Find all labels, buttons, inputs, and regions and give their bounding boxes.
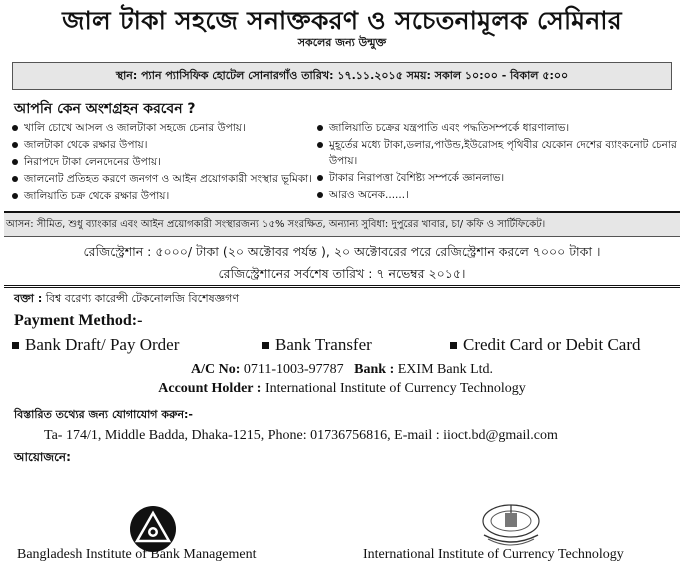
list-item: জালনোট প্রতিহত করণে জনগণ ও আইন প্রয়োগকারী সংস্থার ভূমিকা। [12,171,317,187]
bullet-icon [317,175,323,181]
bullet-icon [12,193,18,199]
speaker-label: বক্তা : [14,292,43,305]
bibm-logo-icon [129,505,177,553]
square-bullet-icon [12,342,19,349]
iict-seal-icon [478,499,544,547]
contact-address: Ta- 174/1, Middle Badda, Dhaka-1215, Phone: 01736756816, E-mail : iioct.bd@gmail.com [44,428,558,443]
registration-fee: রেজিস্ট্রেশান : ৫০০০/ টাকা (২০ অক্টোবর পর্যন্ত ), ২০ অক্টোবরের পরে রেজিস্ট্রেশান করলে ৭০০০ টাকা । [83,244,601,259]
list-item: খালি চোখে আসল ও জালটাকা সহজে চেনার উপায়। [12,120,317,136]
list-item: আরও অনেক......। [317,187,677,203]
reasons-right-column [317,120,677,205]
list-item: মুহূর্তের মধ্যে টাকা,ডলার,পাউন্ড,ইউরোসহ পৃথিবীর যেকোন দেশের ব্যাংকনোট চেনার উপায়। [317,137,677,169]
reasons-left-column [12,120,317,205]
organizer-iict: International Institute of Currency Technology [363,547,624,562]
payment-method-title: Payment Method:- [14,312,143,329]
list-item: টাকার নিরাপত্তা বৈশিষ্ট্য সম্পর্কে জ্ঞানলাভ। [317,170,677,186]
bullet-icon [317,142,323,148]
list-item: নিরাপদে টাকা লেনদেনের উপায়। [12,154,317,170]
payment-method-item: Bank Transfer [262,335,450,355]
organizers-title: আয়োজনে: [14,450,71,464]
venue-date-time-box: স্থান: প্যান প্যাসিফিক হোটেল সোনারগাঁও তারিখ: ১৭.১১.২০১৫ সময়: সকাল ১০:০০ - বিকাল ৫:০০ [12,62,672,90]
speaker-line [4,291,680,307]
bullet-icon [317,192,323,198]
bullet-icon [12,125,18,131]
page-subtitle: সকলের জন্য উন্মুক্ত [297,36,387,49]
speaker-text: বিশ্ব বরেণ্য কারেন্সী টেকনোলজি বিশেষজ্ঞগণ [45,292,240,305]
account-holder-line: Account Holder : International Institute of Currency Technology [158,381,526,396]
bullet-icon [12,142,18,148]
why-heading: আপনি কেন অংশগ্রহন করবেন ? [14,101,196,117]
account-number-line: A/C No: 0711-1003-97787 Bank : EXIM Bank Ltd. [190,362,494,377]
list-item: জালিয়াতি চক্রের যন্ত্রপাতি এবং পদ্ধতিসম্পর্কে ধারণালাভ। [317,120,677,136]
square-bullet-icon [262,342,269,349]
registration-deadline: রেজিস্ট্রেশানের সর্বশেষ তারিখ : ৭ নভেম্বর ২০১৫। [218,266,466,281]
list-item: জালিয়াতি চক্র থেকে রক্ষার উপায়। [12,188,317,204]
bullet-icon [12,176,18,182]
list-item: জালটাকা থেকে রক্ষার উপায়। [12,137,317,153]
bullet-icon [317,125,323,131]
seat-info-bar: আসন: সীমিত, শুধু ব্যাংকার এবং আইন প্রয়োগকারী সংস্থারজন্য ১৫% সংরক্ষিত, অন্যান্য সুবিধা: দুপুরের খাবার, চা/ কফি ও সার্টিফিকেট। [4,211,680,237]
page-title: জাল টাকা সহজে সনাক্তকরণ ও সচেতনামূলক সেমিনার [62,6,622,35]
payment-method-item: Bank Draft/ Pay Order [12,335,262,355]
payment-methods [4,335,680,355]
bullet-icon [12,159,18,165]
registration-info [4,241,680,288]
reasons-list [4,120,680,205]
organizer-bibm: Bangladesh Institute of Bank Management [17,547,257,562]
square-bullet-icon [450,342,457,349]
contact-title: বিস্তারিত তথ্যের জন্য যোগাযোগ করুন:- [14,408,193,421]
section-divider [4,285,680,288]
payment-method-item: Credit Card or Debit Card [450,335,641,355]
